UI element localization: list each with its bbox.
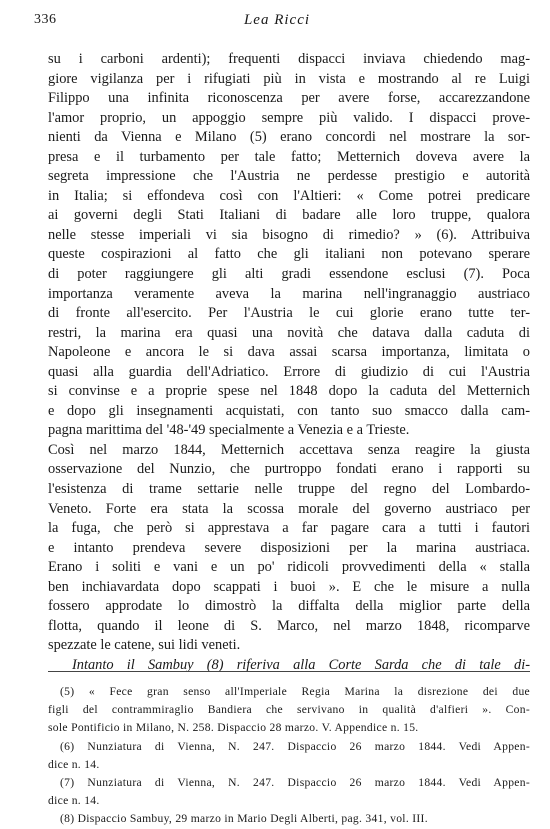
body-line: nienti da Vienna e Milano (5) erano concordi nel mostrare la sor- bbox=[48, 129, 530, 146]
body-line: Erano i soliti e vani e un po' ridicoli provvedimenti della « stalla bbox=[48, 559, 530, 576]
page-number: 336 bbox=[34, 12, 57, 27]
body-line: l'amor proprio, un appoggio sempre più valido. I dispacci prove- bbox=[48, 109, 530, 126]
body-line: in Italia; si effondeva così con l'Altieri: « Come potrei predicare bbox=[48, 187, 530, 204]
body-line-italic: Intanto il Sambuy (8) riferiva alla Corte Sarda che di tale di- bbox=[72, 656, 530, 673]
body-line: Filippo una infinita riconoscenza per avere forse, accarezzandone bbox=[48, 90, 530, 107]
footnote-line: figli del contrammiraglio Bandiera che servivano in qualità d'alfieri ». Con- bbox=[48, 703, 530, 717]
footnote-line: dice n. 14. bbox=[48, 794, 100, 808]
body-line: Così nel marzo 1844, Metternich accettava senza reagire la giusta bbox=[48, 441, 530, 458]
body-line: quasi alla guardia dell'Adriatico. Errore di giudizio di cui l'Austria bbox=[48, 363, 530, 380]
body-line: ben inchiavardata dopo scappati i buoi ». E che le misure a nulla bbox=[48, 578, 530, 595]
body-line: l'esistenza di trame settarie nelle truppe del regno del Lombardo- bbox=[48, 481, 530, 498]
body-line: importanza veramente aveva la marina nell'ingranaggio austriaco bbox=[48, 285, 530, 302]
body-line: nelle stesse imperiali vi sia bisogno di rimedio? » (6). Attribuiva bbox=[48, 226, 530, 243]
body-line: di fronte all'esercito. Per l'Austria le cui glorie erano tutte ter- bbox=[48, 305, 530, 322]
footnote-line: sole Pontificio in Milano, N. 258. Dispaccio 28 marzo. V. Appendice n. 15. bbox=[48, 721, 419, 735]
body-line: ai governi degli Stati Italiani di badare alle loro truppe, qualora bbox=[48, 207, 530, 224]
body-text bbox=[48, 50, 530, 676]
body-line: Veneto. Forte era stata la scossa morale del governo austriaco per bbox=[48, 500, 530, 517]
body-line: giore vigilanza per i rifugiati più in vista e mostrando al re Luigi bbox=[48, 70, 530, 87]
body-line: flotta, quando il leone di S. Marco, nel marzo 1848, ricomparve bbox=[48, 617, 530, 634]
body-line: osservazione del Nunzio, che purtroppo fondati erano i rapporti su bbox=[48, 461, 530, 478]
body-line: e dopo gli insegnamenti acquistati, con tanto suo smacco dalla cam- bbox=[48, 402, 530, 419]
body-line: restri, la marina era quasi una novità che datava dalla caduta di bbox=[48, 324, 530, 341]
body-line: si convinse e a proprie spese nel 1848 dopo la caduta del Metternich bbox=[48, 383, 530, 400]
body-line: la fuga, che però si apprestava a far pagare cara a tutti i fautori bbox=[48, 520, 530, 537]
footnote-line: (8) Dispaccio Sambuy, 29 marzo in Mario Degli Alberti, pag. 341, vol. III. bbox=[60, 812, 428, 826]
body-line: Napoleone e ancora le si dava assai scarsa importanza, limitata o bbox=[48, 344, 530, 361]
running-head: Lea Ricci bbox=[243, 12, 311, 28]
body-line: spezzate le catene, sui lidi veneti. bbox=[48, 637, 241, 654]
footnote-rule bbox=[48, 671, 530, 672]
body-line: pagna marittima del '48-'49 specialmente a Venezia e a Trieste. bbox=[48, 422, 410, 439]
body-line: di poter raggiungere gli alti gradi essendone esclusi (7). Poca bbox=[48, 266, 530, 283]
footnotes bbox=[48, 683, 530, 829]
page-header bbox=[34, 12, 520, 34]
body-line: queste cospirazioni al fatto che gli italiani non potevano sperare bbox=[48, 246, 530, 263]
body-line: su i carboni ardenti); frequenti dispacci inviava chiedendo mag- bbox=[48, 51, 530, 67]
footnote-line: dice n. 14. bbox=[48, 757, 100, 771]
footnote-line: (5) « Fece gran senso all'Imperiale Regia Marina la disrezione dei due bbox=[60, 685, 530, 698]
body-line: segreta impressione che l'Austria ne perdesse prestigio e autorità bbox=[48, 168, 530, 185]
footnote-line: (6) Nunziatura di Vienna, N. 247. Dispaccio 26 marzo 1844. Vedi Appen- bbox=[60, 739, 530, 753]
footnote-line: (7) Nunziatura di Vienna, N. 247. Dispaccio 26 marzo 1844. Vedi Appen- bbox=[60, 775, 530, 789]
body-line: e intanto prendeva severe disposizioni per la marina austriaca. bbox=[48, 539, 530, 556]
body-line: presa e il turbamento per tale fatto; Metternich doveva avere la bbox=[48, 148, 530, 165]
body-line: fossero approdate lo dimostrò la diffalta della miglior parte della bbox=[48, 598, 530, 615]
